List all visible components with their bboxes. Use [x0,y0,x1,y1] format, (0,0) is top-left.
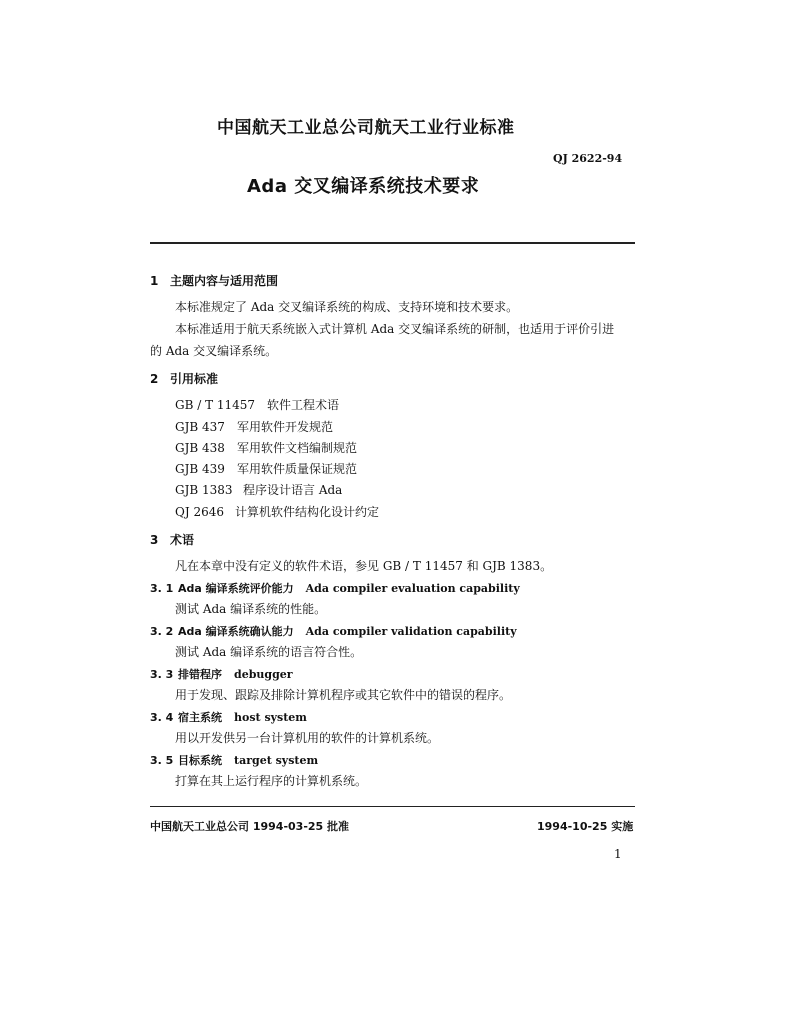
term-definition: 用以开发供另一台计算机用的软件的计算机系统。 [175,731,440,745]
reference-name: 军用软件文档编制规范 [237,441,358,455]
document-title: Ada 交叉编译系统技术要求 [247,176,480,197]
section-3-intro: 凡在本章中没有定义的软件术语，参见 GB / T 11457 和 GJB 1383。 [175,559,553,573]
term-chinese: 目标系统 [178,754,222,767]
term-english: host system [234,711,307,724]
term-definition: 打算在其上运行程序的计算机系统。 [175,774,368,788]
organization-title: 中国航天工业总公司航天工业行业标准 [217,118,515,138]
reference-name: 程序设计语言 Ada [243,483,343,497]
implementation-date: 1994-10-25 实施 [537,820,634,833]
reference-code: GJB 1383 [175,483,233,497]
reference-name: 计算机软件结构化设计约定 [235,505,380,519]
section-1-paragraph: 本标准适用于航天系统嵌入式计算机 Ada 交叉编译系统的研制，也适用于评价引进 [175,322,615,336]
term-definition: 测试 Ada 编译系统的性能。 [175,602,327,616]
section-number: 2 [150,372,159,386]
reference-code: GB / T 11457 [175,398,256,412]
section-number: 3 [150,533,159,547]
reference-name: 军用软件质量保证规范 [237,462,358,476]
section-1-paragraph-continued: 的 Ada 交叉编译系统。 [150,344,278,358]
reference-item [175,503,379,520]
reference-item [175,439,357,456]
reference-name: 军用软件开发规范 [237,420,334,434]
term-number: 3. 3 [150,668,174,681]
term-english: Ada compiler evaluation capability [305,582,520,595]
reference-code: GJB 438 [175,441,225,455]
standard-number: QJ 2622-94 [553,152,623,165]
term-chinese: 排错程序 [178,668,222,681]
header-divider [150,242,635,244]
term-chinese: 宿主系统 [178,711,222,724]
term-chinese: Ada 编译系统确认能力 [178,625,294,638]
term-definition: 用于发现、跟踪及排除计算机程序或其它软件中的错误的程序。 [175,688,512,702]
term-number: 3. 2 [150,625,174,638]
reference-code: GJB 437 [175,420,225,434]
term-english: debugger [234,668,293,681]
reference-code: GJB 439 [175,462,225,476]
section-1-paragraph: 本标准规定了 Ada 交叉编译系统的构成、支持环境和技术要求。 [175,300,519,314]
reference-name: 软件工程术语 [267,398,340,412]
reference-item [175,460,357,477]
page-number: 1 [614,847,622,861]
section-3-heading [150,531,194,548]
section-2-heading [150,370,218,387]
term-number: 3. 5 [150,754,174,767]
section-title: 术语 [170,533,195,547]
term-heading [150,623,517,639]
approval-line: 中国航天工业总公司 1994-03-25 批准 [150,820,350,833]
term-number: 3. 1 [150,582,174,595]
section-title: 主题内容与适用范围 [170,274,279,288]
reference-code: QJ 2646 [175,505,225,519]
footer-divider [150,806,635,807]
section-number: 1 [150,274,159,288]
term-number: 3. 4 [150,711,174,724]
term-heading [150,752,318,768]
section-1-heading [150,272,278,289]
term-chinese: Ada 编译系统评价能力 [178,582,294,595]
term-heading [150,580,520,596]
reference-item [175,418,333,435]
section-title: 引用标准 [170,372,219,386]
reference-item [175,481,342,498]
term-english: Ada compiler validation capability [305,625,517,638]
reference-item [175,396,339,413]
term-definition: 测试 Ada 编译系统的语言符合性。 [175,645,363,659]
term-english: target system [234,754,319,767]
term-heading [150,709,307,725]
term-heading [150,666,293,682]
